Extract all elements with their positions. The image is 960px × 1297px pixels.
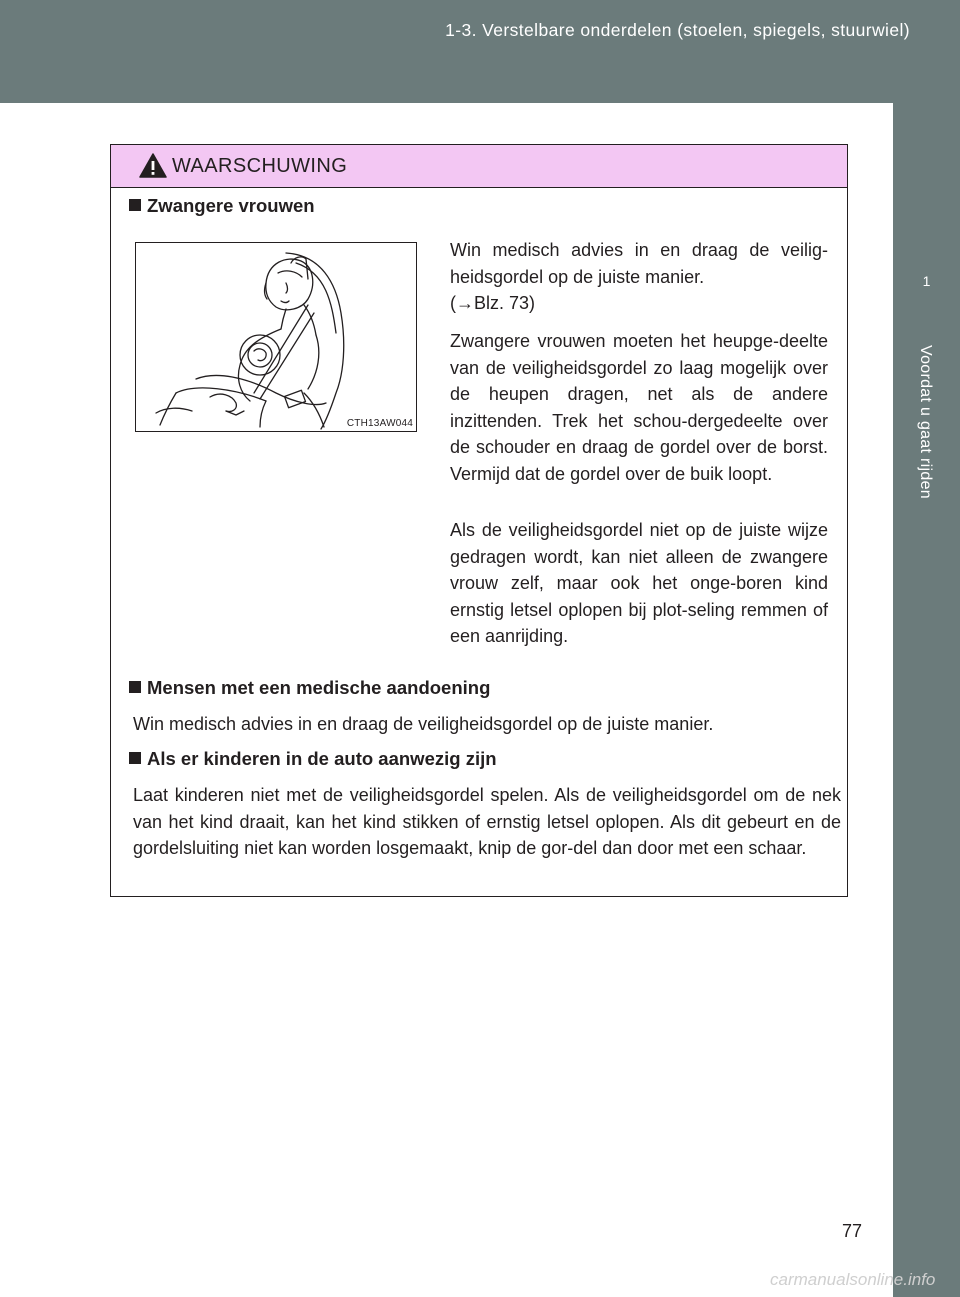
illustration-code: CTH13AW044 <box>346 418 413 429</box>
footer-watermark: carmanualsonline.info <box>770 1270 936 1289</box>
bullet-square-icon <box>129 752 141 764</box>
paragraph: Win medisch advies in en draag de veiligheidsgordel op de juiste manier. <box>133 714 714 734</box>
section-title: 1-3. Verstelbare onderdelen (stoelen, spiegels, stuurwiel) <box>445 20 910 40</box>
page-reference: (→Blz. 73) <box>450 293 536 313</box>
warning-title: WAARSCHUWING <box>172 155 348 177</box>
section-heading-medical <box>129 677 490 699</box>
bullet-square-icon <box>129 199 141 211</box>
bullet-square-icon <box>129 681 141 693</box>
paragraph: Als de veiligheidsgordel niet op de juiste wijze gedragen wordt, kan niet alleen de zwangere vrouw zelf, maar ook het onge-boren kind ernstig letsel oplopen bij plot-seling remmen of een aanrijding. <box>450 520 828 646</box>
side-tab-top <box>893 103 960 334</box>
section-heading-children <box>129 748 497 770</box>
warning-header <box>111 145 847 188</box>
pregnant-seatbelt-illustration <box>135 242 417 432</box>
paragraph: Win medisch advies in en draag de veilig-heidsgordel op de juiste manier. <box>450 240 828 287</box>
heading-text: Zwangere vrouwen <box>147 195 315 216</box>
warning-box <box>110 144 848 897</box>
heading-text: Mensen met een medische aandoening <box>147 677 491 698</box>
paragraph: Laat kinderen niet met de veiligheidsgordel spelen. Als de veiligheidsgordel om de nek van het kind draait, kan het kind stikken of ernstig letsel oplopen. Als dit gebeurt en de gordelsluiting niet kan worden losgemaakt, knip de gor-del dan door met een schaar. <box>133 785 841 858</box>
heading-text: Als er kinderen in de auto aanwezig zijn <box>147 748 497 769</box>
chapter-label: Voordat u gaat rijden <box>917 345 934 499</box>
warning-triangle-icon <box>139 153 167 178</box>
section-heading-pregnant <box>129 195 315 217</box>
chapter-number: 1 <box>922 273 931 289</box>
paragraph: Zwangere vrouwen moeten het heupge-deelte van de veiligheidsgordel zo laag mogelijk over de heupen dragen, net als de andere inzittenden. Trek het schou-dergedeelte over de schouder en draag de gordel over de borst. Vermijd dat de gordel over de buik loopt. <box>450 331 828 484</box>
page-header <box>0 0 960 103</box>
pregnant-woman-seatbelt-drawing <box>136 243 416 431</box>
page-number: 77 <box>841 1221 862 1241</box>
